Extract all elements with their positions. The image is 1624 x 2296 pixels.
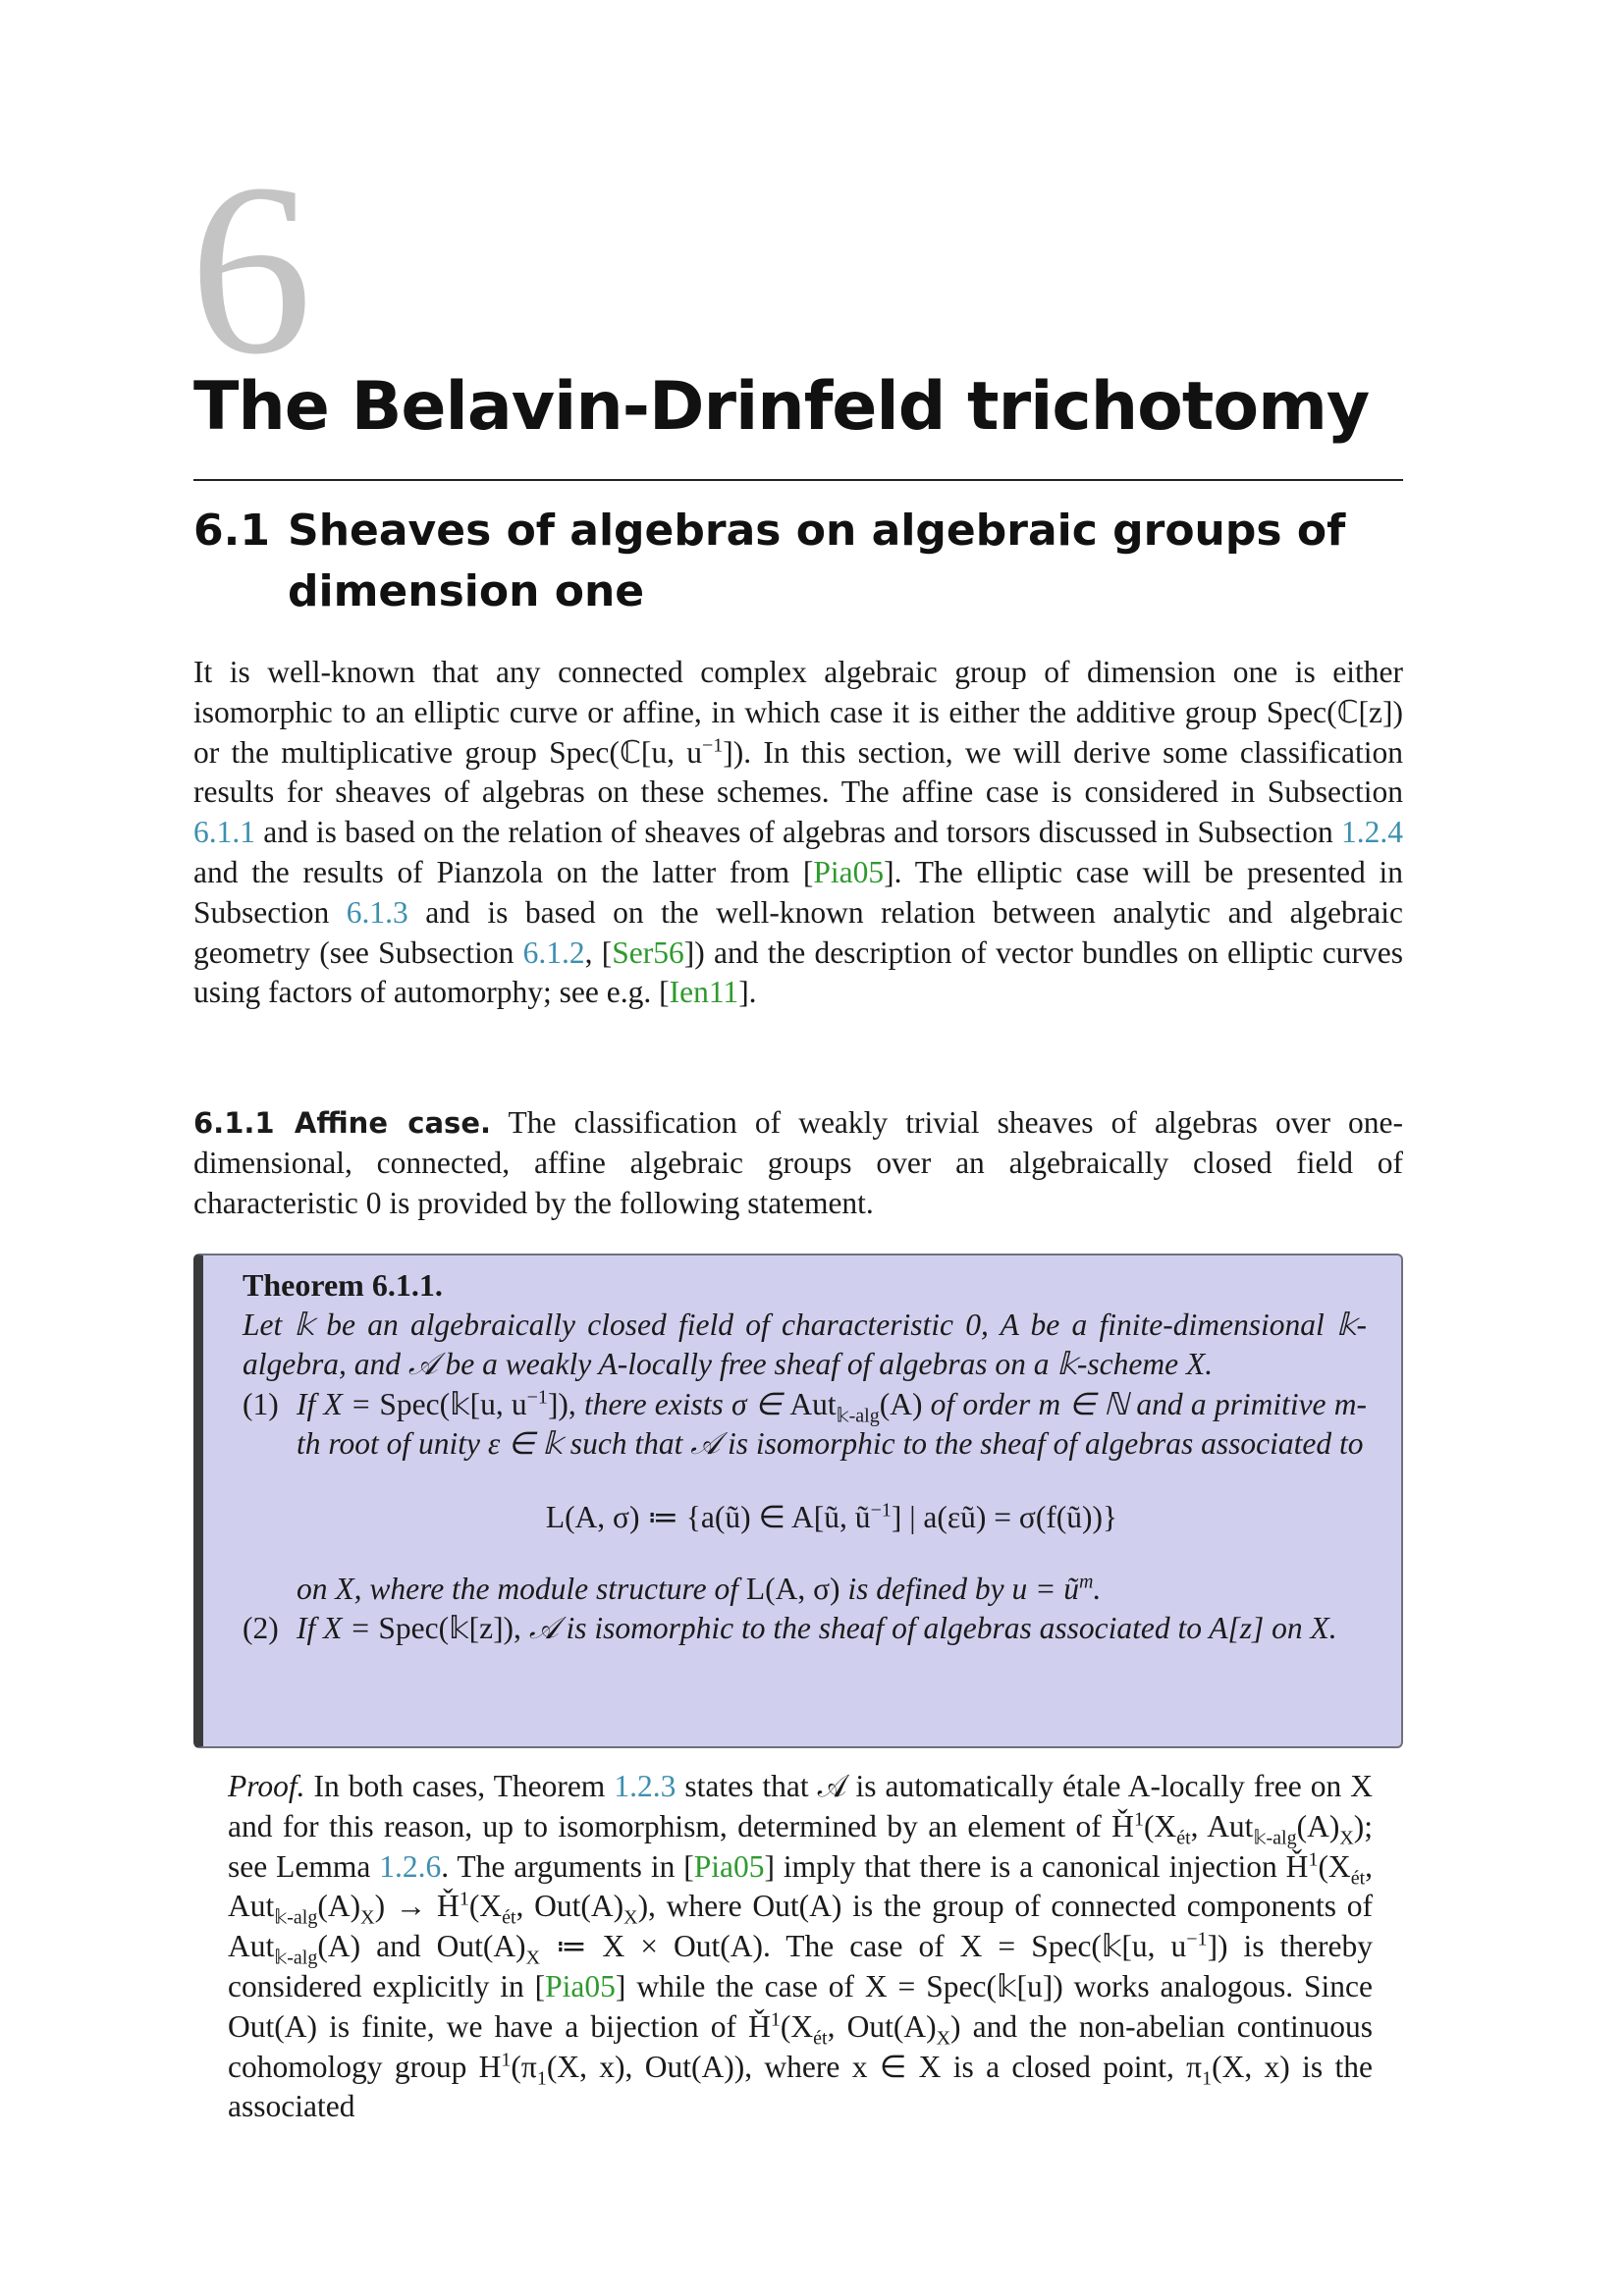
subsection-link-6-1-2[interactable]: 6.1.2 — [522, 934, 585, 970]
item-label: (2) — [243, 1611, 279, 1646]
chapter-title: The Belavin-Drinfeld trichotomy — [193, 368, 1370, 446]
theorem-item-1: (1) If X = Spec(𝕜[u, $u^{-1}$]), there exists σ ∈ Aut$_{𝕜-alg}$(A) of order m ∈ ℕ and a primitive m-th root of unity ε ∈ 𝕜 such that 𝒜 is isomorphic to the sheaf of algebras associated to L(A, σ) ≔ {a(ũ) ∈ A[ũ, $ũ^{-1}$] | a(εũ) = σ(f(ũ))} on X, where the module structure of L(A, σ) is defined by $u = ũ^m$. — [243, 1386, 1367, 1606]
theorem-content — [243, 1265, 1367, 1649]
item-label: (1) — [243, 1386, 279, 1421]
subsection-paragraph — [193, 1103, 1403, 1223]
theorem-link-1-2-3[interactable]: 1.2.3 — [614, 1769, 677, 1803]
subsection-text: The classification of weakly trivial sheaves of algebras over one-dimensional, connected, affine algebraic groups over an algebraically closed field of characteristic 0 is provided by the following statement. — [193, 1105, 1403, 1220]
theorem-intro: Let 𝕜 be an algebraically closed field of characteristic 0, A be a finite-dimensional 𝕜-algebra, and 𝒜 be a weakly A-locally free sheaf of algebras on a 𝕜-scheme X. — [243, 1307, 1367, 1382]
citation-link-ser56[interactable]: Ser56 — [612, 934, 684, 970]
proof-paragraph: Proof. In both cases, Theorem 1.2.3 states that 𝒜 is automatically étale A-locally free on X and for this reason, up to isomorphism, determined by an element of $Ȟ^1(X_{ét}$, $Aut_{𝕜-alg}(A)_X$); see Lemma 1.2.6. The arguments in [Pia05] imply that there is a canonical injection $Ȟ^1(X_{ét}$, $Aut_{𝕜-alg}(A)_X$) → $Ȟ^1(X_{ét}$, $Out(A)_X$), where Out(A) is the group of connected components of Aut$_{𝕜-alg}$(A) and $Out(A)_X$ ≔ X × Out(A). The case of X = Spec(𝕜[u, $u^{-1}$]) is thereby considered explicitly in [Pia05] while the case of X = Spec(𝕜[u]) works analogous. Since Out(A) is finite, we have a bijection of $Ȟ^1(X_{ét}$, $Out(A)_X$) and the non-abelian continuous cohomology group $H^1(\pi_1(X$, x), Out(A)), where x ∈ X is a closed point, $\pi_1(X$, x) is the associated — [228, 1769, 1374, 2124]
lemma-link-1-2-6[interactable]: 1.2.6 — [379, 1848, 442, 1884]
section-heading — [193, 501, 1403, 622]
theorem-heading: Theorem 6.1.1. — [243, 1267, 443, 1303]
proof-label: Proof. — [228, 1769, 305, 1803]
citation-link-pia05-2[interactable]: Pia05 — [545, 1968, 616, 2003]
intro-paragraph: It is well-known that any connected complex algebraic group of dimension one is either isomorphic to an elliptic curve or affine, in which case it is either the additive group Spec(ℂ[z]) or the multiplicative group Spec(ℂ[u, $u^{-1}$]). In this section, we will derive some classification results for sheaves of algebras on these schemes. The affine case is considered in Subsection 6.1.1 and is based on the relation of sheaves of algebras and torsors discussed in Subsection 1.2.4 and the results of Pianzola on the latter from [Pia05]. The elliptic case will be presented in Subsection 6.1.3 and is based on the well-known relation between analytic and algebraic geometry (see Subsection 6.1.2, [Ser56]) and the description of vector bundles on elliptic curves using factors of automorphy; see e.g. [Ien11]. — [193, 655, 1404, 1010]
title-rule — [193, 479, 1403, 481]
section-number: 6.1 — [193, 506, 270, 556]
citation-link-ien11[interactable]: Ien11 — [669, 975, 739, 1010]
citation-link-pia05[interactable]: Pia05 — [813, 854, 885, 889]
theorem-box — [193, 1254, 1403, 1748]
theorem-item-2: (2) If X = Spec(𝕜[z]), 𝒜 is isomorphic to the sheaf of algebras associated to A[z] on X. — [243, 1609, 1367, 1649]
display-equation: L(A, σ) ≔ {a(ũ) ∈ A[ũ, $ũ^{-1}$] | a(εũ) = σ(f(ũ))} — [545, 1499, 1118, 1534]
subsection-heading: 6.1.1 Affine case. — [193, 1106, 492, 1140]
subsection-link-6-1-1[interactable]: 6.1.1 — [193, 815, 255, 850]
citation-link-pia05[interactable]: Pia05 — [693, 1848, 765, 1884]
subsection-link-6-1-3[interactable]: 6.1.3 — [346, 894, 408, 930]
subsection-link-1-2-4[interactable]: 1.2.4 — [1341, 815, 1403, 850]
chapter-number: 6 — [189, 133, 312, 405]
section-title: Sheaves of algebras on algebraic groups of dimension one — [288, 506, 1346, 616]
